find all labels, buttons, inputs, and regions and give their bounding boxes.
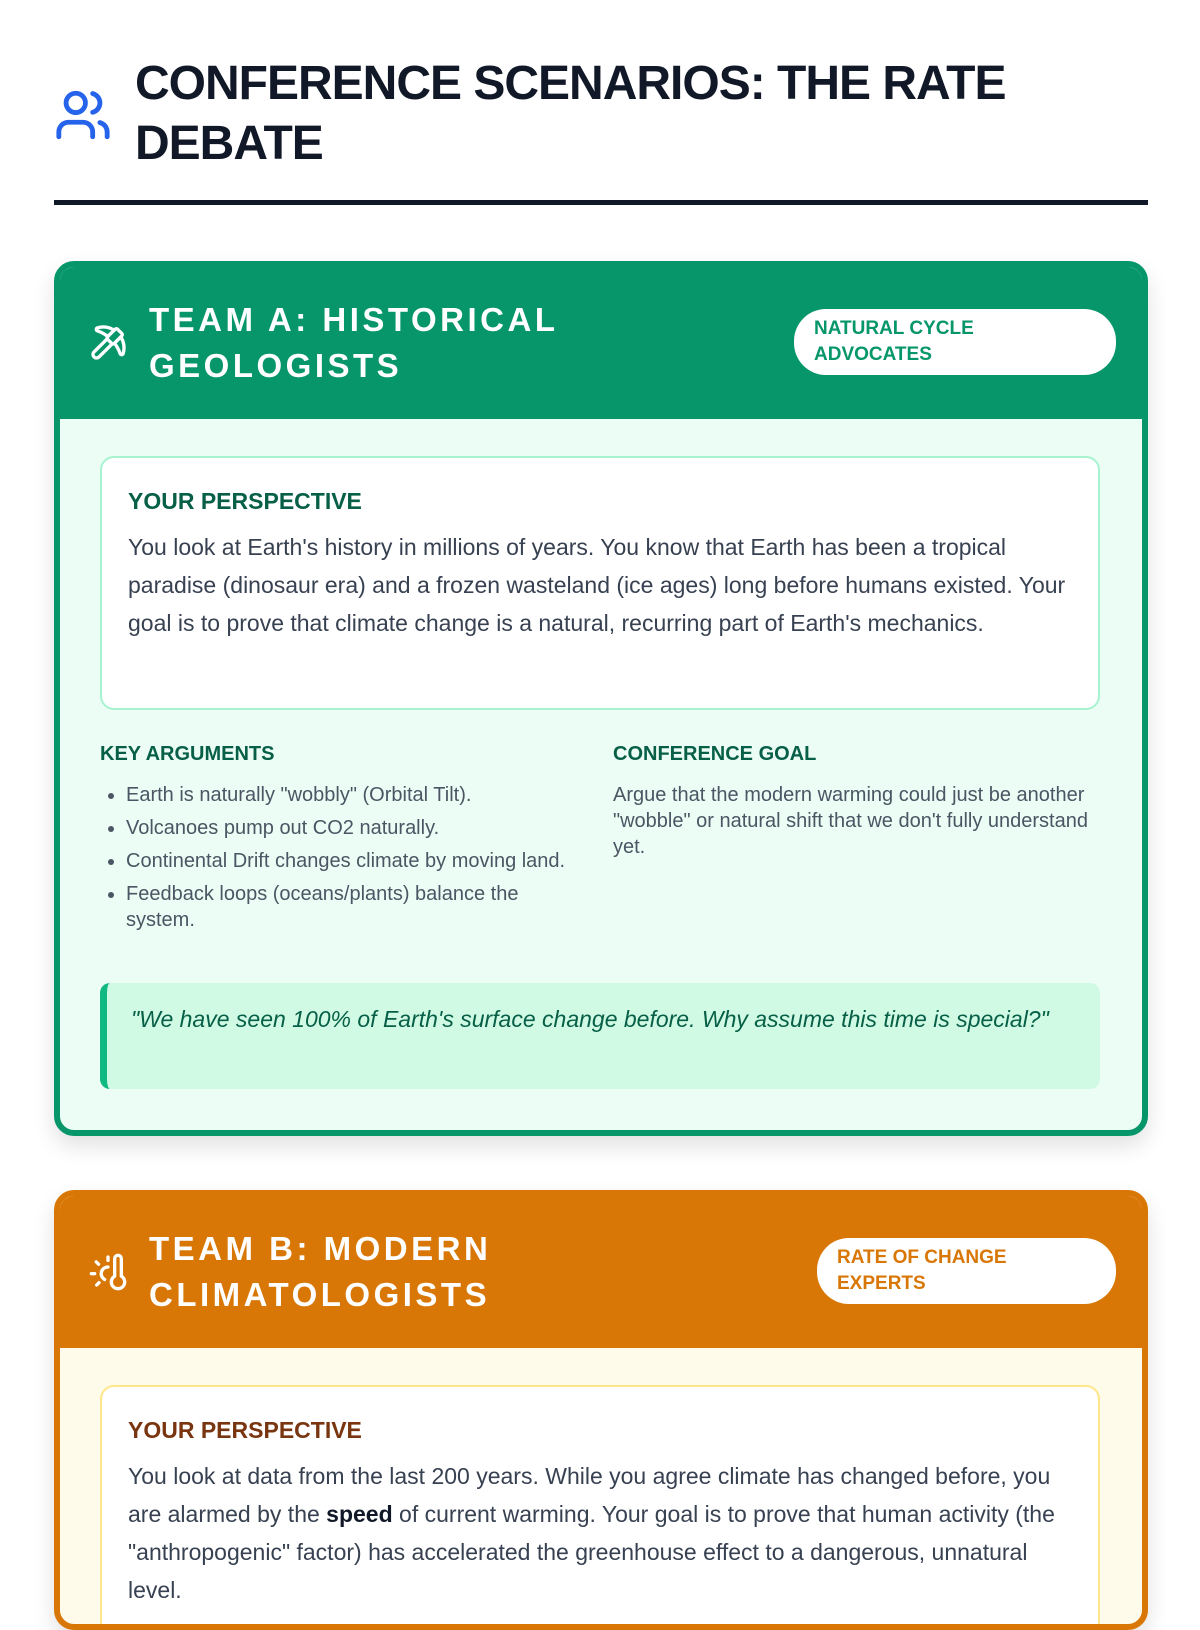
list-item: • Continental Drift changes climate by moving land. [126,848,570,874]
team-a-arguments-title: KEY ARGUMENTS [100,743,275,765]
team-a-goal-text: Argue that the modern warming could just be another "wobble" or natural shift that we don't fully understand yet. [613,784,1088,858]
list-item: • Volcanoes pump out CO2 naturally. [126,815,570,841]
team-b-perspective-text-end: of current warming. Your goal is to prove that human activity (the "anthropogenic" factor) has accelerated the greenhouse effect to a dangerous, unnatural level. [128,1501,1055,1603]
team-a-perspective-text: You look at Earth's history in millions of years. You know that Earth has been a tropical paradise (dinosaur era) and a frozen wasteland (ice ages) long before humans existed. Your goal is to prove that climate change is a natural, recurring part of Earth's mechanics. [128,534,1066,636]
team-a-arguments [100,740,570,940]
team-b-name: TEAM B: MODERN CLIMATOLOGISTS [149,1230,492,1313]
team-b-badge: RATE OF CHANGE EXPERTS [817,1238,1116,1304]
team-b-perspective [100,1385,1100,1630]
pickaxe-icon [88,323,128,363]
sun-thermometer-icon [88,1252,128,1292]
list-item: • Earth is naturally "wobbly" (Orbital Tilt). [126,782,570,808]
page-title: CONFERENCE SCENARIOS: THE RATE DEBATE [135,57,1006,170]
team-a-header [60,267,1142,419]
team-a-badge: NATURAL CYCLE ADVOCATES [794,309,1116,375]
team-b-perspective-text-start: You look at data from the last 200 years. While you agree climate has changed before, you are alarmed by the [128,1463,1051,1527]
team-a-name: TEAM A: HISTORICAL GEOLOGISTS [149,301,558,384]
team-b-perspective-emphasis: speed [326,1501,393,1527]
team-a-quote: "We have seen 100% of Earth's surface change before. Why assume this time is special?" [100,983,1100,1089]
users-icon [54,86,112,144]
list-item: • Feedback loops (oceans/plants) balance the system. [126,881,570,933]
team-a-goal [613,740,1103,860]
team-a-perspective-title: YOUR PERSPECTIVE [128,488,362,514]
team-b-card [54,1190,1148,1630]
team-a-card [54,261,1148,1136]
team-b-header [60,1196,1142,1348]
team-b-perspective-title: YOUR PERSPECTIVE [128,1417,362,1443]
team-b-perspective-text [128,1457,1072,1609]
team-a-perspective [100,456,1100,710]
title-divider [54,200,1148,205]
team-a-goal-title: CONFERENCE GOAL [613,743,817,765]
team-a-arguments-list [100,782,570,933]
